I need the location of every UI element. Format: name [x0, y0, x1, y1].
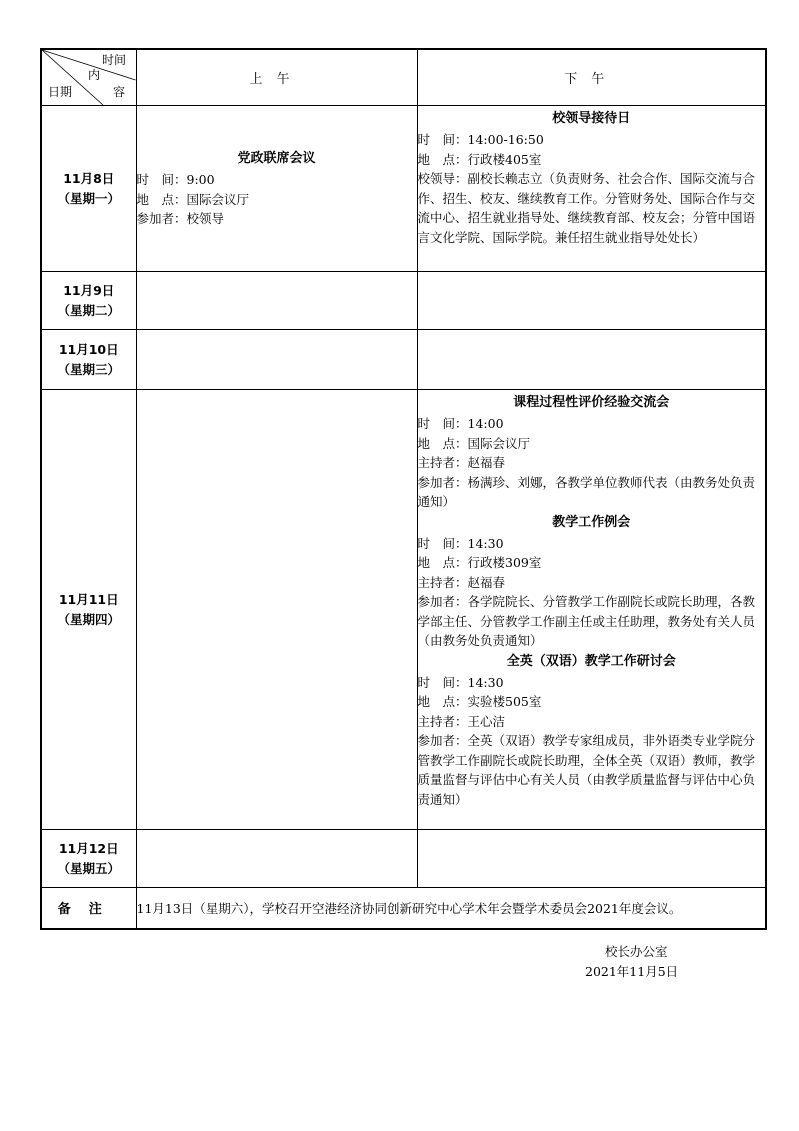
morning-cell — [136, 106, 417, 272]
event-host: 主持者：赵福春 — [417, 574, 506, 590]
diagonal-header-cell — [41, 49, 136, 106]
table-row — [41, 330, 766, 390]
note-row — [41, 888, 766, 929]
weekly-schedule-table — [40, 48, 767, 930]
event-location: 地 点：实验楼505室 — [417, 694, 542, 709]
issue-date: 2021年11月5日 — [585, 964, 679, 979]
afternoon-cell — [417, 830, 766, 888]
date-cell — [41, 390, 136, 830]
event-host: 主持者：赵福春 — [417, 455, 506, 470]
note-text: 11月13日（星期六），学校召开空港经济协同创新研究中心学术年会暨学术委员会2021年度会议。 — [136, 888, 766, 929]
table-row — [41, 106, 766, 272]
event-time: 时 间：14:30 — [417, 535, 504, 551]
diag-content-label-b: 容 — [113, 85, 126, 99]
table-row — [41, 272, 766, 330]
event-title: 教学工作例会 — [552, 514, 631, 530]
event-title: 党政联席会议 — [237, 151, 316, 167]
date-cell — [41, 272, 136, 330]
event-title: 课程过程性评价经验交流会 — [513, 395, 670, 410]
event-participants: 参加者：校领导 — [136, 211, 225, 227]
date-cell — [41, 330, 136, 390]
morning-cell — [136, 330, 417, 390]
event-participants: 参加者：杨满珍、刘娜，各教学单位教师代表（由教务处负责通知） — [417, 474, 756, 509]
date-cell — [41, 106, 136, 272]
event-title: 全英（双语）教学工作研讨会 — [506, 653, 676, 669]
event-time: 时 间：14:30 — [417, 674, 504, 690]
morning-cell — [136, 390, 417, 830]
event-time: 时 间：14:00-16:50 — [417, 132, 544, 147]
morning-header: 上午 — [136, 49, 417, 106]
weekday-label: （星期二） — [57, 302, 120, 318]
date-label: 11月12日 — [58, 840, 119, 856]
event-location: 地 点：国际会议厅 — [417, 435, 531, 451]
diag-date-label: 日期 — [48, 85, 73, 99]
date-cell — [41, 830, 136, 888]
event-participants: 参加者：各学院院长、分管教学工作副院长或院长助理，各教学部主任、分管教学工作副主任或主任助理，教务处有关人员（由教务处负责通知） — [417, 594, 756, 648]
morning-cell — [136, 830, 417, 888]
issuer-office: 校长办公室 — [605, 944, 668, 959]
event-time: 时 间：9:00 — [136, 172, 215, 188]
afternoon-cell — [417, 272, 766, 330]
event-participants: 参加者：全英（双语）教学专家组成员，非外语类专业学院分管教学工作副院长或院长助理，全体全英（双语）教师，教学质量监督与评估中心有关人员（由教学质量监督与评估中心负责通知） — [417, 733, 756, 807]
event-time: 时 间：14:00 — [417, 416, 504, 431]
morning-cell — [136, 272, 417, 330]
date-label: 11月10日 — [58, 341, 119, 357]
table-row — [41, 390, 766, 830]
afternoon-cell — [417, 390, 766, 830]
weekday-label: （星期五） — [57, 860, 120, 876]
afternoon-cell — [417, 106, 766, 272]
event-location: 地 点：行政楼405室 — [417, 151, 542, 167]
note-label: 备注 — [41, 888, 136, 929]
weekday-label: （星期三） — [57, 361, 120, 377]
date-label: 11月8日 — [63, 170, 115, 186]
event-location: 地 点：国际会议厅 — [136, 191, 250, 207]
table-row — [41, 830, 766, 888]
afternoon-cell — [417, 330, 766, 390]
afternoon-header: 下午 — [417, 49, 766, 106]
diag-content-label-a: 内 — [88, 68, 101, 82]
diag-time-label: 时间 — [102, 53, 127, 67]
date-label: 11月11日 — [58, 591, 119, 607]
header-row — [41, 49, 766, 106]
weekday-label: （星期四） — [57, 611, 120, 627]
event-location: 地 点：行政楼309室 — [417, 555, 542, 570]
date-label: 11月9日 — [63, 282, 115, 298]
event-leader: 校领导：副校长赖志立（负责财务、社会合作、国际交流与合作、招生、校友、继续教育工作。分管财务处、国际合作与交流中心、招生就业指导处、继续教育部、校友会；分管中国语言文化学院、国际学院。兼任招生就业指导处处长） — [417, 171, 756, 245]
event-title: 校领导接待日 — [552, 111, 631, 126]
weekday-label: （星期一） — [57, 190, 120, 206]
event-host: 主持者：王心洁 — [417, 713, 506, 729]
